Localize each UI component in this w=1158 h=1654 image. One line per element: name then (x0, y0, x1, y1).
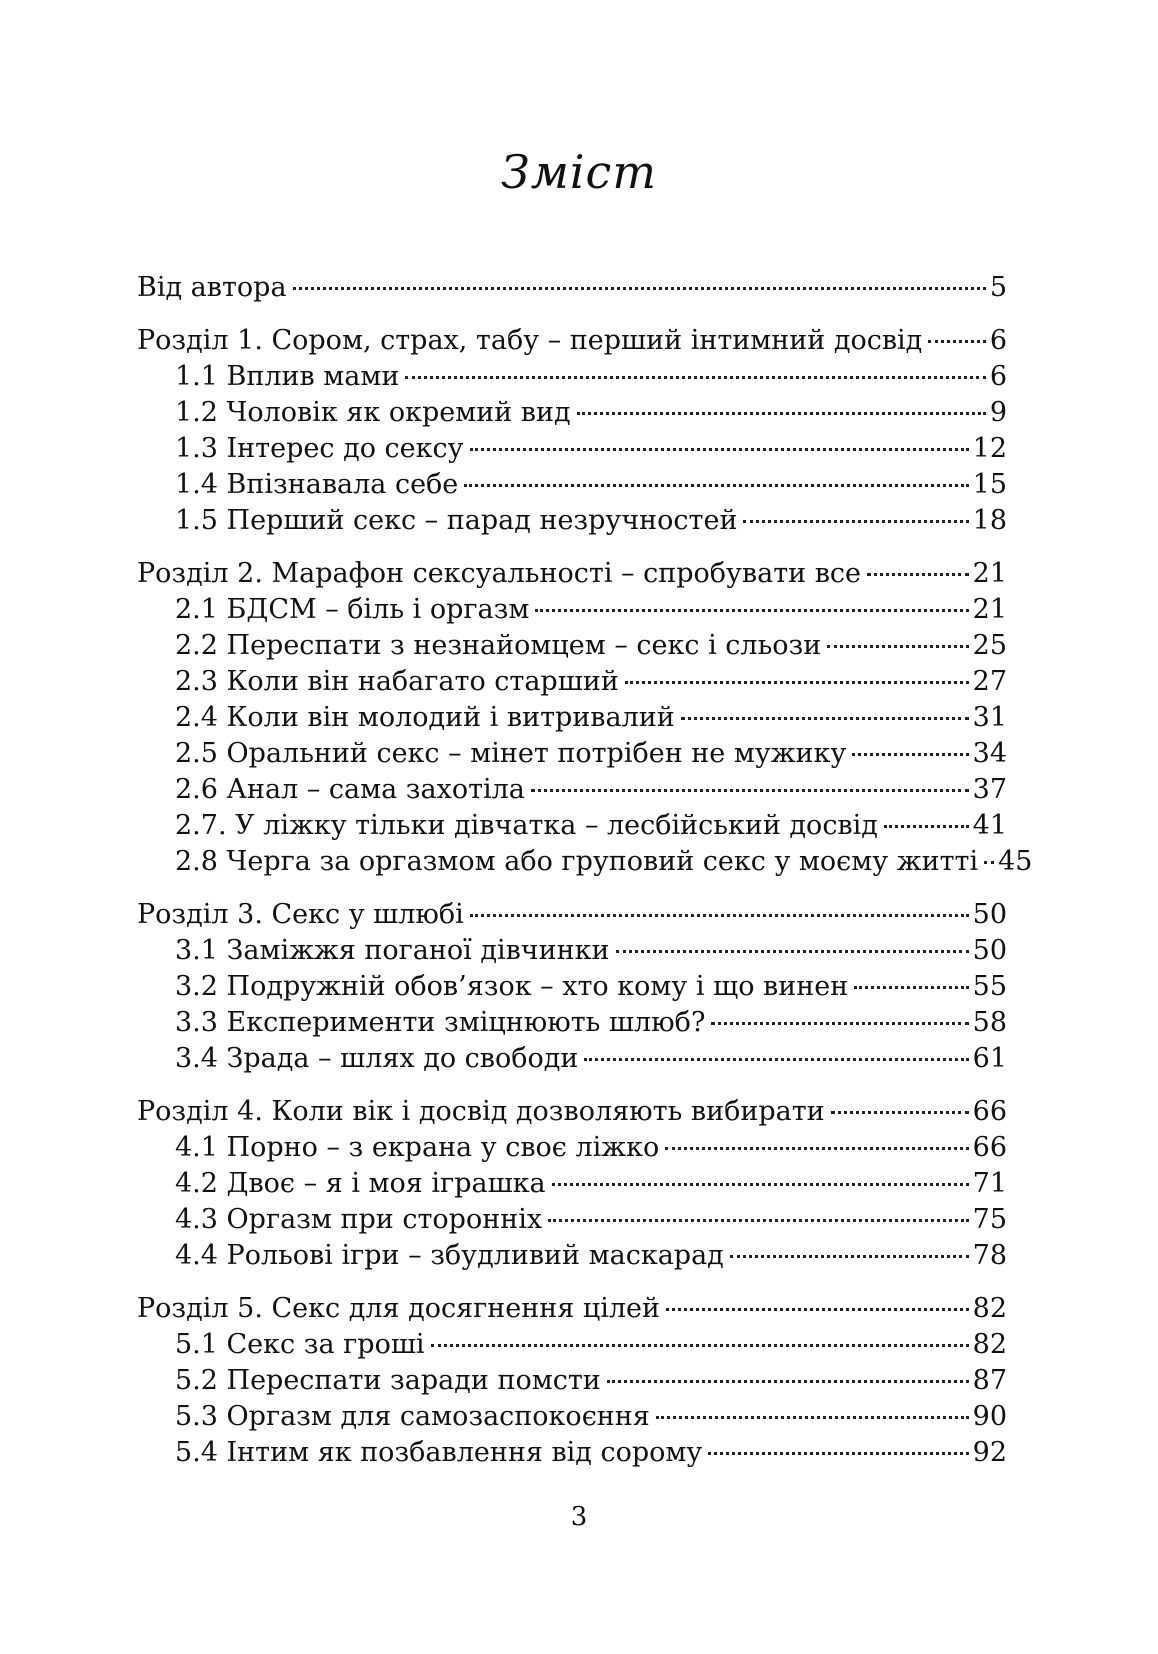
dot-leader (656, 1416, 969, 1419)
dot-leader (464, 484, 968, 487)
toc-entry-page: 61 (972, 1043, 1007, 1074)
toc-entry-page: 78 (972, 1240, 1007, 1271)
toc-entry-page: 21 (972, 558, 1007, 589)
toc-chapter-entry[interactable] (137, 897, 1007, 933)
toc-entry-page: 66 (972, 1132, 1007, 1163)
toc-chapter-entry[interactable] (137, 556, 1007, 592)
toc-entry-title: 2.6 Анал – сама захотіла (175, 774, 525, 805)
dot-leader (548, 1219, 969, 1222)
dot-leader (984, 861, 994, 864)
dot-leader (293, 287, 986, 290)
toc-section-entry[interactable] (137, 395, 1007, 431)
toc-entry-title: Розділ 1. Сором, страх, табу – перший інтимний досвід (137, 325, 923, 356)
toc-entry-title: 4.4 Рольові ігри – збудливий маскарад (175, 1240, 724, 1271)
toc-entry-title: 5.2 Переспати заради помсти (175, 1365, 601, 1396)
table-of-contents (137, 270, 1033, 1488)
toc-entry-title: Від автора (137, 272, 287, 303)
toc-entry-title: Розділ 3. Секс у шлюбі (137, 899, 464, 930)
toc-entry-title: 1.5 Перший секс – парад незручностей (175, 505, 738, 536)
toc-chapter (137, 270, 1007, 306)
toc-entry-page: 92 (972, 1437, 1007, 1468)
toc-chapter (137, 556, 1033, 880)
dot-leader (665, 1147, 968, 1150)
toc-section-entry[interactable] (137, 1363, 1007, 1399)
toc-entry-page: 9 (989, 397, 1007, 428)
toc-section-entry[interactable] (137, 467, 1007, 503)
dot-leader (584, 1058, 968, 1061)
toc-section-entry[interactable] (137, 808, 1007, 844)
toc-entry-title: 5.3 Оргазм для самозаспокоєння (175, 1401, 650, 1432)
toc-section-entry[interactable] (137, 1399, 1007, 1435)
dot-leader (531, 789, 969, 792)
toc-entry-title: 1.2 Чоловік як окремий вид (175, 397, 571, 428)
dot-leader (827, 645, 968, 648)
toc-entry-title: 3.3 Експерименти зміцнюють шлюб? (175, 1007, 706, 1038)
dot-leader (743, 520, 968, 523)
toc-chapter (137, 1094, 1007, 1274)
dot-leader (431, 1344, 969, 1347)
dot-leader (681, 717, 969, 720)
toc-entry-title: 2.7. У ліжку тільки дівчатка – лесбійський досвід (175, 810, 878, 841)
toc-entry-page: 66 (972, 1096, 1007, 1127)
dot-leader (831, 1111, 969, 1114)
page-title: Зміст (501, 145, 657, 199)
toc-entry-title: 1.1 Вплив мами (175, 361, 400, 392)
toc-entry-page: 6 (989, 325, 1007, 356)
toc-section-entry[interactable] (137, 1005, 1007, 1041)
toc-entry-title: Розділ 2. Марафон сексуальності – спробувати все (137, 558, 862, 589)
toc-entry-page: 58 (972, 1007, 1007, 1038)
toc-entry-title: Розділ 4. Коли вік і досвід дозволяють вибирати (137, 1096, 825, 1127)
dot-leader (730, 1255, 969, 1258)
toc-section-entry[interactable] (137, 628, 1007, 664)
toc-section-entry[interactable] (137, 1202, 1007, 1238)
toc-entry-page: 27 (972, 666, 1007, 697)
toc-entry-page: 31 (972, 702, 1007, 733)
dot-leader (535, 609, 968, 612)
toc-entry-title: 3.2 Подружній обов’язок – хто кому і що винен (175, 971, 849, 1002)
toc-section-entry[interactable] (137, 592, 1007, 628)
toc-section-entry[interactable] (137, 772, 1007, 808)
toc-section-entry[interactable] (137, 933, 1007, 969)
toc-entry-title: 5.4 Інтим як позбавлення від сорому (175, 1437, 703, 1468)
toc-section-entry[interactable] (137, 1130, 1007, 1166)
toc-entry-page: 87 (972, 1365, 1007, 1396)
toc-entry-title: 3.4 Зрада – шлях до свободи (175, 1043, 579, 1074)
toc-entry-title: 2.3 Коли він набагато старший (175, 666, 619, 697)
toc-section-entry[interactable] (137, 736, 1007, 772)
toc-entry-page: 34 (972, 738, 1007, 769)
toc-chapter-entry[interactable] (137, 1094, 1007, 1130)
toc-entry-title: 1.3 Інтерес до сексу (175, 433, 464, 464)
toc-entry-page: 82 (972, 1293, 1007, 1324)
toc-entry-page: 21 (972, 594, 1007, 625)
toc-section-entry[interactable] (137, 503, 1007, 539)
toc-section-entry[interactable] (137, 1238, 1007, 1274)
toc-entry-page: 45 (998, 846, 1033, 877)
toc-chapter-entry[interactable] (137, 323, 1007, 359)
toc-section-entry[interactable] (137, 969, 1007, 1005)
dot-leader (552, 1183, 969, 1186)
toc-section-entry[interactable] (137, 844, 1033, 880)
toc-section-entry[interactable] (137, 700, 1007, 736)
toc-section-entry[interactable] (137, 359, 1007, 395)
dot-leader (867, 573, 969, 576)
toc-entry-page: 5 (989, 272, 1007, 303)
toc-section-entry[interactable] (137, 1166, 1007, 1202)
toc-entry-page: 50 (972, 899, 1007, 930)
toc-entry-page: 82 (972, 1329, 1007, 1360)
dot-leader (928, 340, 986, 343)
dot-leader (854, 986, 968, 989)
toc-chapter (137, 323, 1007, 539)
toc-entry-title: 4.2 Двоє – я і моя іграшка (175, 1168, 546, 1199)
toc-entry-page: 18 (972, 505, 1007, 536)
toc-entry-page: 41 (972, 810, 1007, 841)
toc-entry-title: 2.5 Оральний секс – мінет потрібен не мужику (175, 738, 847, 769)
toc-entry-title: Розділ 5. Секс для досягнення цілей (137, 1293, 660, 1324)
dot-leader (711, 1022, 968, 1025)
page-number: 3 (570, 1502, 588, 1532)
toc-section-entry[interactable] (137, 431, 1007, 467)
toc-entry-title: 5.1 Секс за гроші (175, 1329, 425, 1360)
dot-leader (666, 1308, 969, 1311)
toc-entry-page: 71 (972, 1168, 1007, 1199)
dot-leader (405, 376, 985, 379)
toc-entry-title: 4.3 Оргазм при сторонніх (175, 1204, 543, 1235)
toc-entry-title: 2.2 Переспати з незнайомцем – секс і сльози (175, 630, 822, 661)
dot-leader (708, 1452, 968, 1455)
toc-entry-page: 12 (972, 433, 1007, 464)
dot-leader (616, 950, 969, 953)
dot-leader (884, 825, 969, 828)
dot-leader (625, 681, 969, 684)
dot-leader (470, 914, 969, 917)
toc-entry-page: 6 (989, 361, 1007, 392)
toc-entry-title: 2.8 Черга за оргазмом або груповий секс у моєму житті (175, 846, 979, 877)
toc-section-entry[interactable] (137, 1435, 1007, 1471)
toc-entry-title: 3.1 Заміжжя поганої дівчинки (175, 935, 610, 966)
toc-entry-page: 50 (972, 935, 1007, 966)
toc-section-entry[interactable] (137, 664, 1007, 700)
toc-section-entry[interactable] (137, 1327, 1007, 1363)
toc-chapter (137, 1291, 1007, 1471)
toc-entry-title: 2.1 БДСМ – біль і оргазм (175, 594, 530, 625)
toc-entry-page: 55 (972, 971, 1007, 1002)
dot-leader (577, 412, 986, 415)
toc-section-entry[interactable] (137, 1041, 1007, 1077)
dot-leader (607, 1380, 969, 1383)
toc-entry-page: 25 (972, 630, 1007, 661)
toc-chapter (137, 897, 1007, 1077)
toc-entry-page: 90 (972, 1401, 1007, 1432)
dot-leader (470, 448, 969, 451)
toc-entry-page: 15 (972, 469, 1007, 500)
toc-entry-page: 37 (972, 774, 1007, 805)
toc-entry-title: 4.1 Порно – з екрана у своє ліжко (175, 1132, 660, 1163)
toc-entry-title: 1.4 Впізнавала себе (175, 469, 459, 500)
toc-entry-page: 75 (972, 1204, 1007, 1235)
dot-leader (852, 753, 968, 756)
toc-chapter-entry[interactable] (137, 1291, 1007, 1327)
toc-chapter-entry[interactable] (137, 270, 1007, 306)
toc-entry-title: 2.4 Коли він молодий і витривалий (175, 702, 675, 733)
